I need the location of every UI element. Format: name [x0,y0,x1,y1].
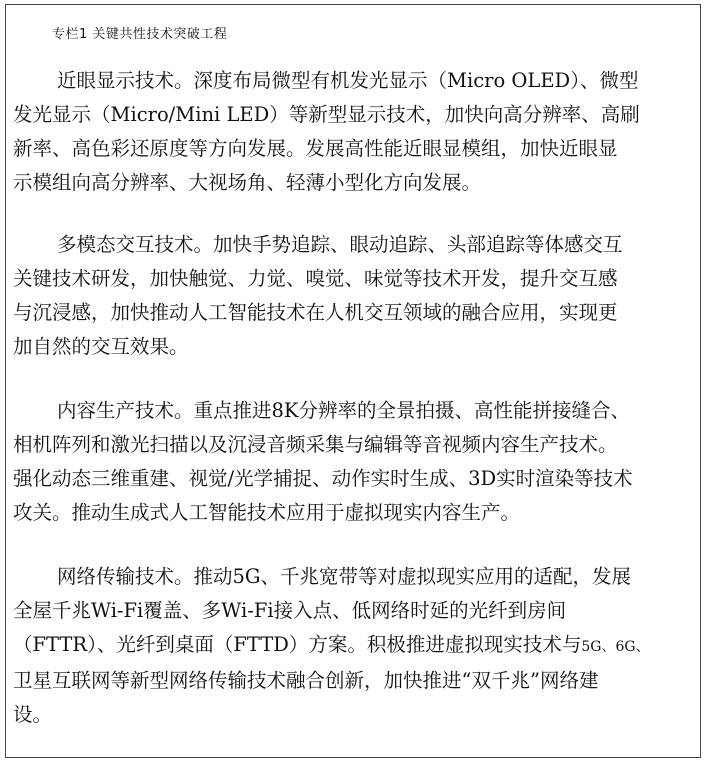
paragraph-content-production [13,394,693,530]
text-line: 新率、高色彩还原度等方向发展。发展高性能近眼显模组，加快近眼显 [13,137,618,160]
paragraph-multimodal-interaction [13,228,693,364]
text-line: 示模组向高分辨率、大视场角、轻薄小型化方向发展。 [13,171,482,194]
text-line: 相机阵列和激光扫描以及沉浸音频采集与编辑等音视频内容生产技术。 [13,433,618,456]
text-line: 加自然的交互效果。 [13,335,189,358]
paragraph-network-transmission [13,560,693,732]
text-line: 强化动态三维重建、视觉/光学捕捉、动作实时生成、3D实时渲染等技术 [13,467,633,490]
text-line: 网络传输技术。推动5G、千兆宽带等对虚拟现实应用的适配，发展 [57,565,631,588]
text-line: 卫星互联网等新型网络传输技术融合创新，加快推进“双千兆”网络建 [13,669,599,692]
paragraph-near-eye-display [13,64,693,200]
text-line: 关键技术研发，加快触觉、力觉、嗅觉、味觉等技术开发，提升交互感 [13,267,618,290]
text-line: 设。 [13,703,53,726]
text-line [13,628,693,664]
text-line: 内容生产技术。重点推进8K分辨率的全景拍摄、高性能拼接缝合、 [57,399,630,422]
text-line: 攻关。推动生成式人工智能技术应用于虚拟现实内容生产。 [13,501,521,524]
column-title: 专栏1 关键共性技术突破工程 [52,27,228,42]
text-line: 与沉浸感，加快推动人工智能技术在人机交互领域的融合应用，实现更 [13,301,618,324]
text-line: 全屋千兆Wi-Fi覆盖、多Wi-Fi接入点、低网络时延的光纤到房间 [13,599,567,622]
text-line: 多模态交互技术。加快手势追踪、眼动追踪、头部追踪等体感交互 [57,233,623,256]
text-line: 近眼显示技术。深度布局微型有机发光显示（Micro OLED）、微型 [57,69,639,92]
text-line-suffix: 5G、6G、 [581,639,650,655]
text-line: 发光显示（Micro/Mini LED）等新型显示技术，加快向高分辨率、高刷 [13,103,640,126]
text-line-main: （FTTR）、光纤到桌面（FTTD）方案。积极推进虚拟现实技术与 [13,633,582,656]
